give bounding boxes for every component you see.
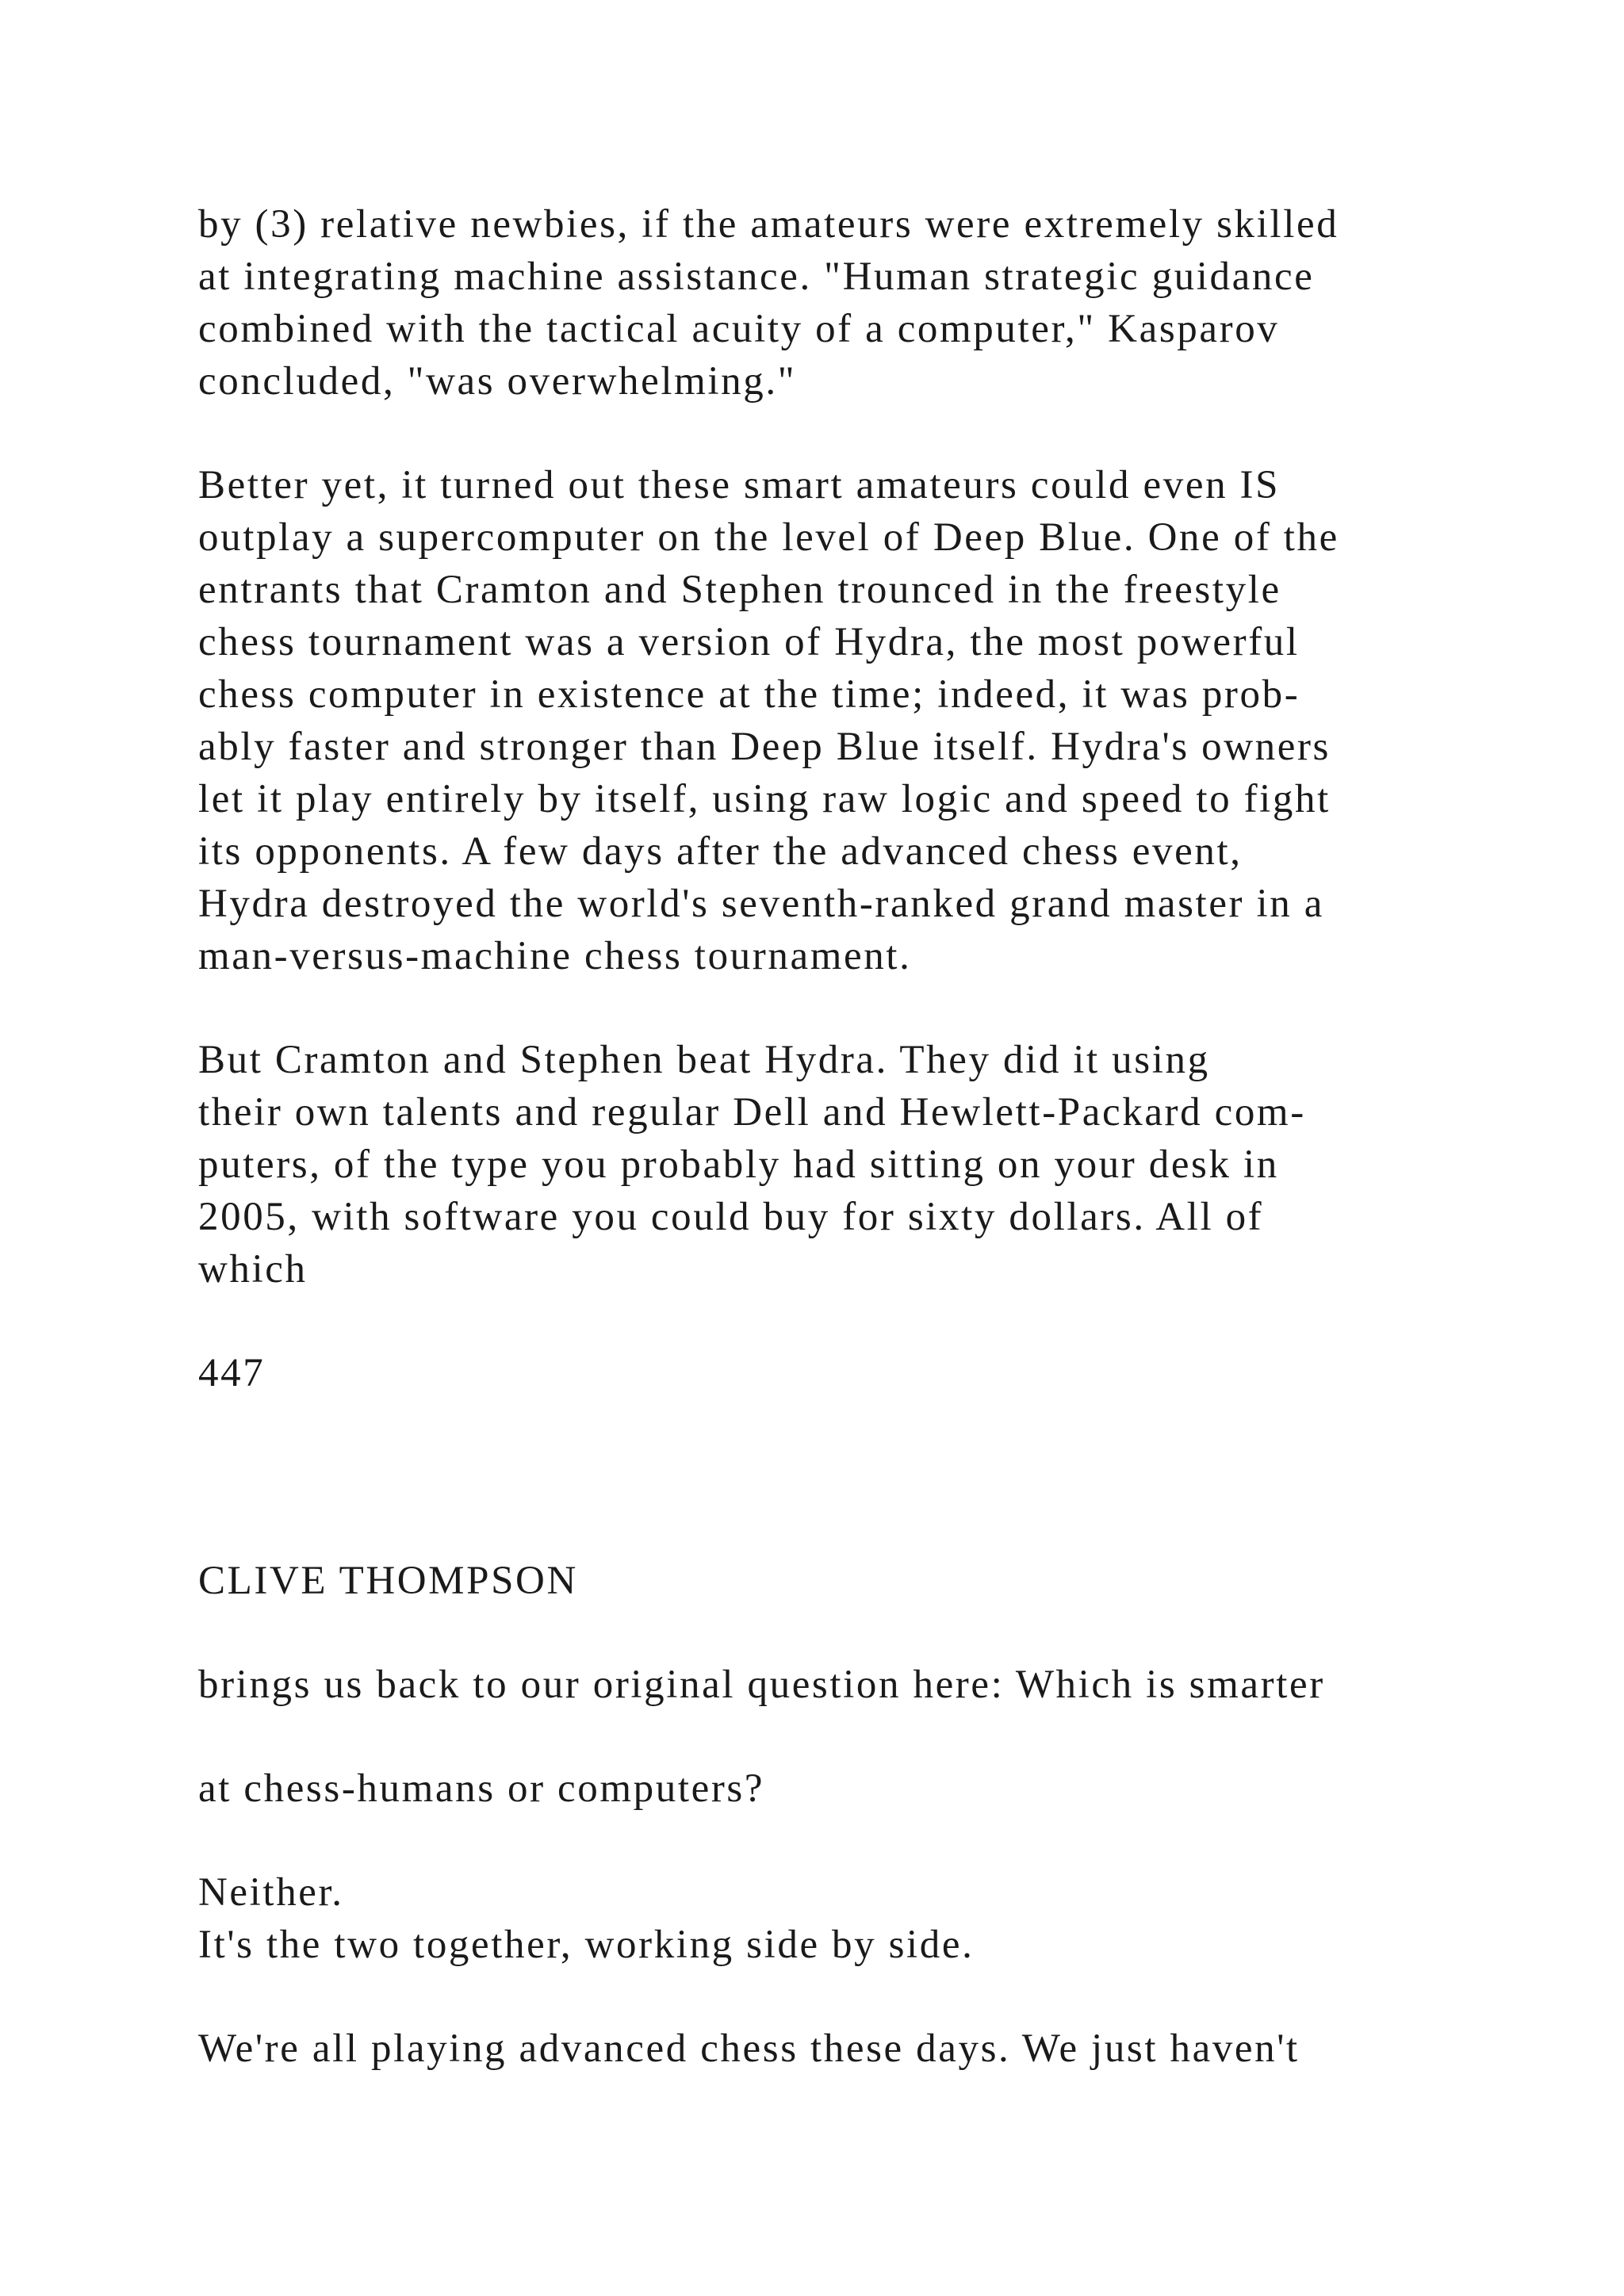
text-line: But Cramton and Stephen beat Hydra. They did it using bbox=[198, 1038, 1210, 1082]
text-line: We're all playing advanced chess these days. We just haven't bbox=[198, 2026, 1300, 2071]
text-line: man-versus-machine chess tournament. bbox=[198, 934, 912, 978]
text-line: concluded, "was overwhelming." bbox=[198, 359, 797, 404]
text-line: by (3) relative newbies, if the amateurs were extremely skilled bbox=[198, 202, 1339, 247]
text-line: let it play entirely by itself, using raw logic and speed to fight bbox=[198, 777, 1331, 821]
text-line: entrants that Cramton and Stephen trounced in the freestyle bbox=[198, 568, 1281, 612]
page-number: 447 bbox=[198, 1351, 266, 1395]
text-line: ably faster and stronger than Deep Blue itself. Hydra's owners bbox=[198, 725, 1331, 769]
running-header: CLIVE THOMPSON bbox=[198, 1559, 578, 1603]
text-line: combined with the tactical acuity of a computer," Kasparov bbox=[198, 307, 1280, 351]
text-line: Neither. bbox=[198, 1870, 344, 1915]
text-line: which bbox=[198, 1247, 308, 1292]
text-line: outplay a supercomputer on the level of Deep Blue. One of the bbox=[198, 515, 1339, 560]
text-line: at integrating machine assistance. "Human strategic guidance bbox=[198, 254, 1315, 299]
text-line: It's the two together, working side by side. bbox=[198, 1923, 975, 1967]
text-line: chess computer in existence at the time; indeed, it was prob- bbox=[198, 672, 1300, 717]
text-line: puters, of the type you probably had sitting on your desk in bbox=[198, 1142, 1279, 1187]
text-line: at chess-humans or computers? bbox=[198, 1766, 765, 1811]
text-line: 2005, with software you could buy for sixty dollars. All of bbox=[198, 1195, 1264, 1239]
text-line: Better yet, it turned out these smart amateurs could even IS bbox=[198, 463, 1281, 507]
text-line: brings us back to our original question here: Which is smarter bbox=[198, 1663, 1325, 1707]
text-line: chess tournament was a version of Hydra, the most powerful bbox=[198, 620, 1300, 664]
text-line: its opponents. A few days after the advanced chess event, bbox=[198, 829, 1243, 874]
text-line: Hydra destroyed the world's seventh-ranked grand master in a bbox=[198, 882, 1324, 926]
text-line: their own talents and regular Dell and Hewlett-Packard com- bbox=[198, 1090, 1306, 1135]
